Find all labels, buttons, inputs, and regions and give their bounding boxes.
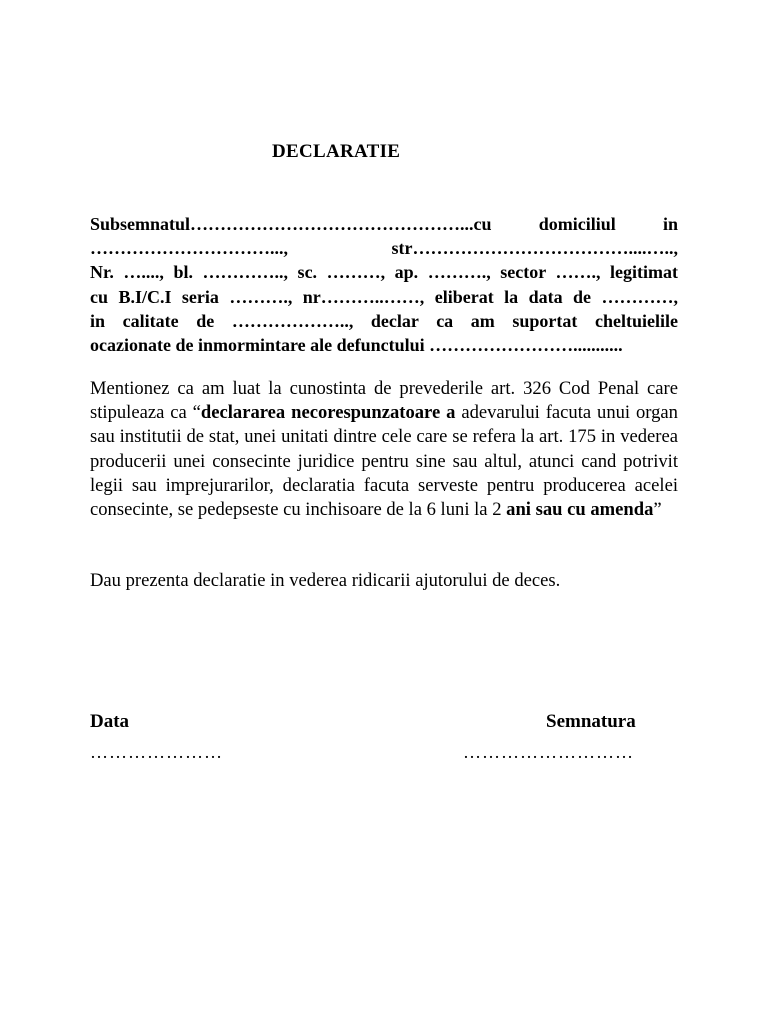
legal-notice-paragraph — [90, 377, 678, 522]
details-line: in calitate de ……………….., declar ca am suportat cheltuielile — [90, 310, 678, 331]
legal-notice-text: adevarului facuta unui organ sau institutii de stat, unei unitati dintre cele care se refera la art. 175 in vederea producerii unei consecinte juridice pentru sine sau altul, atunci cand potrivit legii sau imprejurarilor, declaratia facuta serveste pentru producerea acelei consecinte, se pedepseste cu inchisoare de la 6 luni la 2 — [90, 402, 678, 521]
legal-notice-bold-text: ani sau cu amenda — [506, 499, 654, 521]
details-line: cu B.I/C.I seria ………., nr………..……, eliberat la data de …………, — [90, 286, 678, 307]
declarant-details-paragraph — [90, 212, 678, 357]
date-field-dots: ………………… — [90, 742, 223, 762]
document-title: DECLARATIE — [272, 141, 401, 162]
details-line: Subsemnatul………………………………………...cu domiciliul in — [90, 214, 678, 234]
details-line: Nr. …...., bl. ………….., sc. ………, ap. ………., sector ……., legitimat — [90, 262, 678, 283]
details-line: …………………………..., str………………………………....….., — [90, 238, 678, 259]
purpose-paragraph: Dau prezenta declaratie in vederea ridicarii ajutorului de deces. — [90, 570, 561, 591]
legal-notice-text: Mentionez ca am luat la cunostinta de prevederile art. 326 Cod Penal care stipuleaza ca “ — [90, 378, 678, 424]
legal-notice-bold-text: declararea necorespunzatoare a — [200, 402, 456, 424]
signature-label: Semnatura — [546, 711, 636, 732]
details-line: ocazionate de inmormintare ale defunctului ……………………........... — [90, 335, 623, 356]
date-label: Data — [90, 711, 130, 732]
legal-notice-text: ” — [653, 499, 662, 521]
signature-field-dots: ……………………… — [463, 742, 634, 762]
